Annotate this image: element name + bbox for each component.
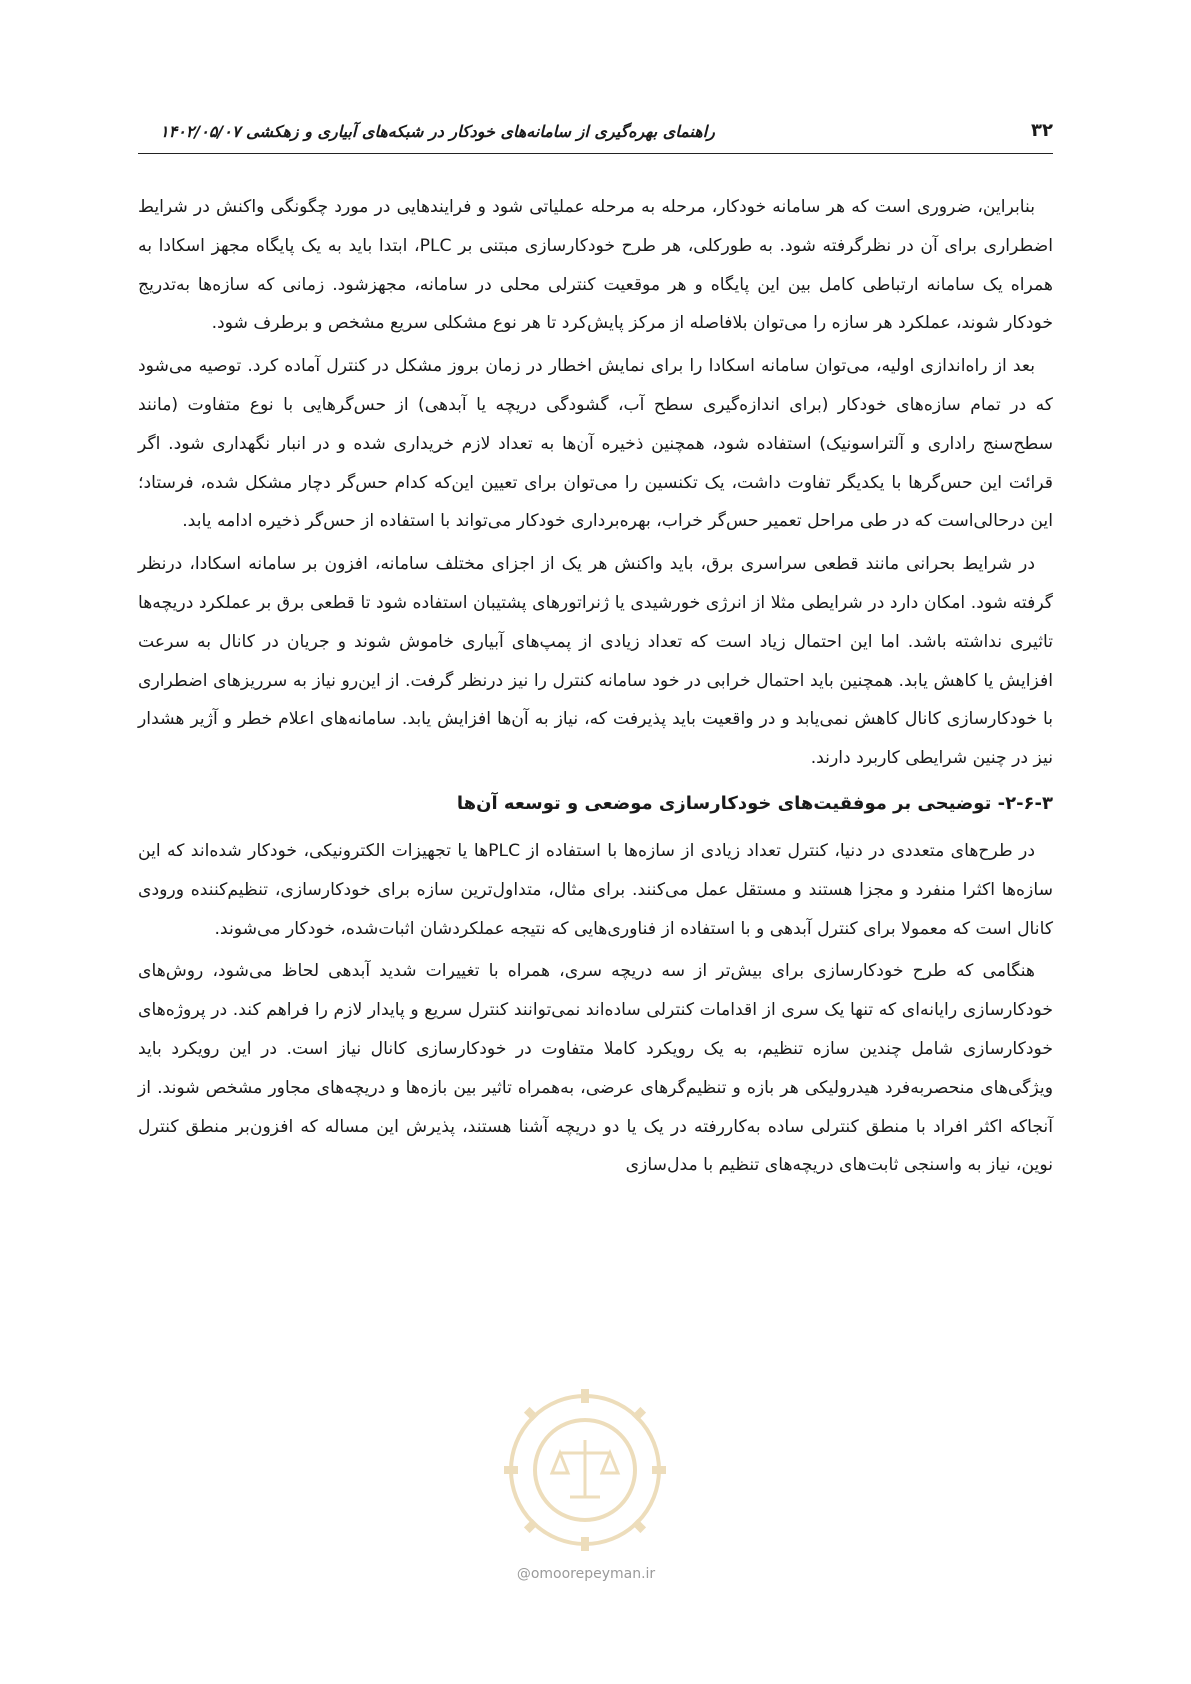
paragraph: هنگامی که طرح خودکارسازی برای بیش‌تر از سه دریچه سری، همراه با تغییرات شدید آبدهی لحاظ می‌شود، روش‌های خودکارسازی رایانه‌ای که تنها یک سری از اقدامات کنترلی ساده‌اند نمی‌توانند کنترل سریع و پایدار لازم را فراهم کند. در پروژه‌های خودکارسازی شامل چندین سازه تنظیم، به یک رویکرد کاملا متفاوت در خودکارسازی کانال نیاز است. در این رویکرد باید ویژگی‌های منحصربه‌فرد هیدرولیکی هر بازه و تنظیم‌گرهای عرضی، به‌همراه تاثیر بین بازه‌ها و دریچه‌های مجاور مشخص شوند. از آنجاکه اکثر افراد با منطق کنترلی ساده به‌کاررفته در یک یا دو دریچه آشنا هستند، پذیرش این مساله که افزون‌بر منطق کنترل نوین، نیاز به واسنجی ثابت‌های دریچه‌های تنظیم با مدل‌سازی — [138, 961, 1053, 1176]
header-divider — [138, 153, 1053, 154]
watermark-seal-icon — [500, 1385, 670, 1555]
paragraph: در شرایط بحرانی مانند قطعی سراسری برق، باید واکنش هر یک از اجزای مختلف سامانه، افزون بر سامانه اسکادا، درنظر گرفته شود. امکان دارد در شرایطی مثلا از انرژی خورشیدی یا ژنراتورهای پشتیبان استفاده شود تا قطعی برق بر عملکرد دریچه‌ها تاثیری نداشته باشد. اما این احتمال زیاد است که تعداد زیادی از پمپ‌های آبیاری خاموش شوند و جریان در کانال به سرعت افزایش یا کاهش یابد. همچنین باید احتمال خرابی در خود سامانه کنترل را نیز درنظر گرفت. از این‌رو نیاز به سرریزهای اضطراری با خودکارسازی کانال کاهش نمی‌یابد و در واقعیت باید پذیرفت که، نیاز به آن‌ها افزایش یابد. سامانه‌های اعلام خطر و آژیر هشدار نیز در چنین شرایطی کاربرد دارند. — [138, 554, 1053, 769]
page-header — [138, 120, 1053, 150]
paragraph: بنابراین، ضروری است که هر سامانه خودکار، مرحله به مرحله عملیاتی شود و فرایندهایی در مورد چگونگی واکنش در شرایط اضطراری برای آن در نظرگرفته شود. به طورکلی، هر طرح خودکارسازی مبتنی بر PLC، ابتدا باید به یک پایگاه مجهز اسکادا به همراه یک سامانه ارتباطی کامل بین این پایگاه و هر موقعیت کنترلی محلی در سامانه، مجهزشود. زمانی که سازه‌ها به‌تدریج خودکار شوند، عملکرد هر سازه را می‌توان بلافاصله از مرکز پایش‌کرد تا هر نوع مشکلی سریع مشخص و برطرف شود. — [138, 197, 1053, 334]
running-title-text: راهنمای بهره‌گیری از سامانه‌های خودکار در شبکه‌های آبیاری و زهکشی — [246, 122, 715, 141]
paragraph: بعد از راه‌اندازی اولیه، می‌توان سامانه اسکادا را برای نمایش اخطار در زمان بروز مشکل در کنترل آماده کرد. توصیه می‌شود که در تمام سازه‌های خودکار (برای اندازه‌گیری سطح آب، گشودگی دریچه یا آبدهی) از حس‌گرهایی با نوع متفاوت (مانند سطح‌سنج راداری و آلتراسونیک) استفاده شود، همچنین ذخیره آن‌ها به تعداد لازم خریداری شده و در انبار نگهداری شود. اگر قرائت این حس‌گرها با یکدیگر تفاوت داشت، یک تکنسین را می‌توان برای تعیین این‌که کدام حس‌گر دچار مشکل شده، فرستاد؛ این درحالی‌است که در طی مراحل تعمیر حس‌گر خراب، بهره‌برداری خودکار می‌تواند با استفاده از حس‌گر ذخیره ادامه یابد. — [138, 356, 1053, 532]
page-number: ۳۲ — [1031, 120, 1053, 141]
header-date: ۱۴۰۲/۰۵/۰۷ — [160, 122, 241, 141]
watermark-url: @omoorepeyman.ir — [516, 1566, 656, 1582]
section-heading: ۲-۶-۳- توضیحی بر موفقیت‌های خودکارسازی موضعی و توسعه آن‌ها — [456, 792, 1053, 814]
running-title — [138, 122, 715, 141]
paragraph: در طرح‌های متعددی در دنیا، کنترل تعداد زیادی از سازه‌ها با استفاده از PLCها یا تجهیزات الکترونیکی، خودکار شده‌اند که این سازه‌ها اکثرا منفرد و مجزا هستند و مستقل عمل می‌کنند. برای مثال، متداول‌ترین سازه برای خودکارسازی، تنظیم‌کننده ورودی کانال است که معمولا برای کنترل آبدهی و با استفاده از فناوری‌هایی که نتیجه عملکردشان اثبات‌شده، خودکار می‌شوند. — [138, 840, 1053, 939]
document-body — [138, 188, 1053, 1189]
